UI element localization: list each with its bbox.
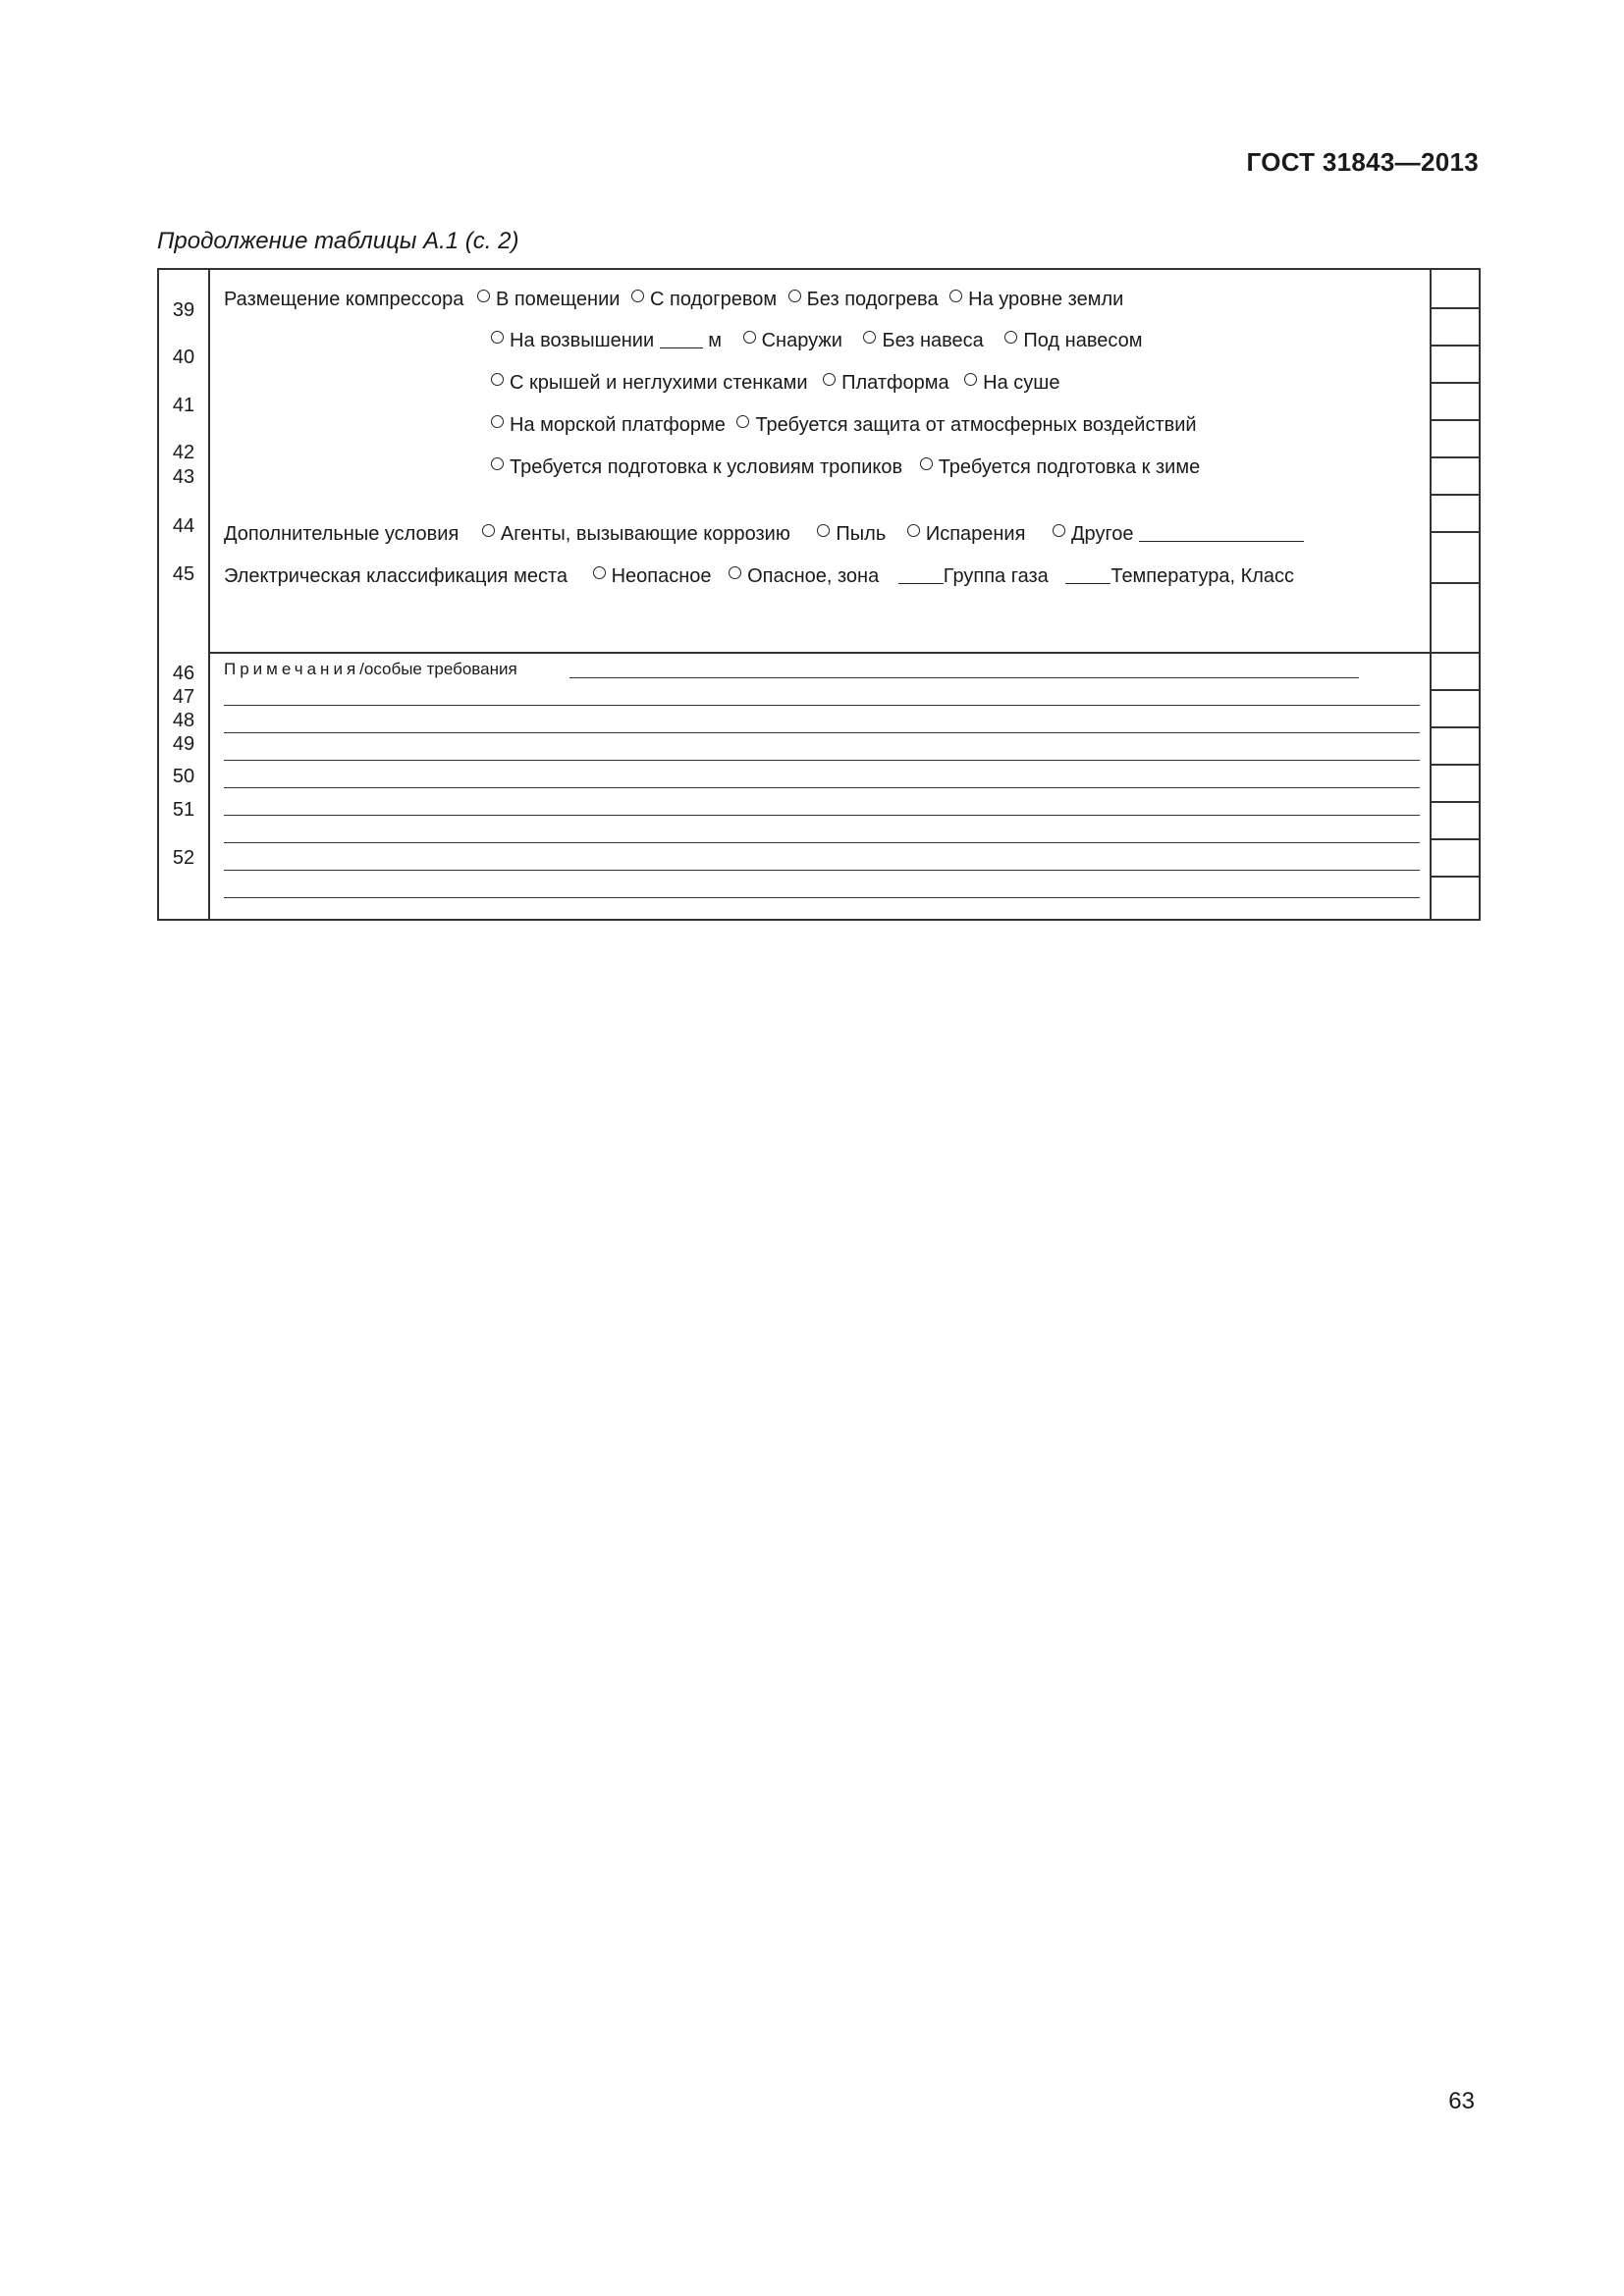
radio-circle-icon[interactable] xyxy=(1053,524,1065,537)
row-number: 39 xyxy=(172,299,195,321)
radio-circle-icon[interactable] xyxy=(964,373,977,386)
additional-conditions-label: Дополнительные условия xyxy=(224,523,460,545)
row-number: 43 xyxy=(172,466,195,488)
section-divider xyxy=(208,652,1479,654)
notes-line[interactable] xyxy=(224,787,1420,788)
option-under-canopy[interactable]: Под навесом xyxy=(1004,331,1142,350)
gas-group-label: Группа газа xyxy=(943,565,1049,587)
radio-circle-icon[interactable] xyxy=(1004,331,1017,344)
check-column xyxy=(1432,270,1479,919)
option-ground-level[interactable]: На уровне земли xyxy=(949,290,1123,309)
electrical-classification-row xyxy=(224,566,1294,586)
radio-circle-icon[interactable] xyxy=(863,331,876,344)
row-number: 51 xyxy=(172,799,195,821)
row-number: 47 xyxy=(172,686,195,708)
option-non-hazardous[interactable]: Неопасное xyxy=(593,566,712,586)
notes-line[interactable] xyxy=(224,760,1420,761)
option-vapors[interactable]: Испарения xyxy=(907,524,1026,544)
elevation-input-blank[interactable] xyxy=(660,347,703,348)
table-caption: Продолжение таблицы А.1 (с. 2) xyxy=(157,228,519,254)
radio-circle-icon[interactable] xyxy=(788,290,801,302)
option-platform[interactable]: Платформа xyxy=(823,373,948,393)
placement-row-1 xyxy=(224,290,1129,309)
option-corrosive-agents[interactable]: Агенты, вызывающие коррозию xyxy=(482,524,790,544)
row-number: 46 xyxy=(172,663,195,684)
option-offshore-platform[interactable]: На морской платформе xyxy=(491,415,726,435)
option-heated[interactable]: С подогревом xyxy=(631,290,777,309)
radio-circle-icon[interactable] xyxy=(920,457,933,470)
option-tropical-prep[interactable]: Требуется подготовка к условиям тропиков xyxy=(491,457,902,477)
option-dust[interactable]: Пыль xyxy=(817,524,886,544)
option-outdoor[interactable]: Снаружи xyxy=(743,331,842,350)
placement-row-4 xyxy=(491,415,1203,435)
placement-label: Размещение компрессора xyxy=(224,289,464,310)
radio-circle-icon[interactable] xyxy=(949,290,962,302)
notes-line[interactable] xyxy=(224,897,1420,898)
notes-line[interactable] xyxy=(224,870,1420,871)
radio-circle-icon[interactable] xyxy=(593,566,606,579)
row-number: 50 xyxy=(172,766,195,787)
number-column-divider xyxy=(208,270,210,919)
radio-circle-icon[interactable] xyxy=(491,457,504,470)
radio-circle-icon[interactable] xyxy=(907,524,920,537)
row-number: 48 xyxy=(172,710,195,731)
option-roof-open-walls[interactable]: С крышей и неглухими стенками xyxy=(491,373,808,393)
gas-group-input-blank[interactable] xyxy=(1065,583,1110,584)
row-number: 42 xyxy=(172,442,195,463)
document-standard-header: ГОСТ 31843—2013 xyxy=(1246,147,1479,177)
row-number: 44 xyxy=(172,515,195,537)
row-number: 52 xyxy=(172,847,195,869)
radio-circle-icon[interactable] xyxy=(491,331,504,344)
radio-circle-icon[interactable] xyxy=(491,415,504,428)
notes-line[interactable] xyxy=(224,732,1420,733)
radio-circle-icon[interactable] xyxy=(736,415,749,428)
radio-circle-icon[interactable] xyxy=(823,373,836,386)
notes-heading: Примечания/особые требования xyxy=(224,660,517,678)
notes-first-line[interactable] xyxy=(569,677,1359,678)
option-indoor[interactable]: В помещении xyxy=(477,290,620,309)
option-winter-prep[interactable]: Требуется подготовка к зиме xyxy=(920,457,1200,477)
radio-circle-icon[interactable] xyxy=(482,524,495,537)
option-elevated[interactable]: На возвышении м xyxy=(491,331,722,350)
option-no-canopy[interactable]: Без навеса xyxy=(863,331,983,350)
additional-conditions-row xyxy=(224,524,1310,544)
option-weather-protection[interactable]: Требуется защита от атмосферных воздействий xyxy=(736,415,1196,435)
notes-line[interactable] xyxy=(224,842,1420,843)
placement-row-3 xyxy=(491,373,1065,393)
notes-line[interactable] xyxy=(224,815,1420,816)
radio-circle-icon[interactable] xyxy=(729,566,741,579)
radio-circle-icon[interactable] xyxy=(477,290,490,302)
option-unheated[interactable]: Без подогрева xyxy=(788,290,939,309)
row-number: 45 xyxy=(172,563,195,585)
form-table xyxy=(157,268,1481,921)
notes-line[interactable] xyxy=(224,705,1420,706)
option-other[interactable]: Другое xyxy=(1053,524,1304,544)
radio-circle-icon[interactable] xyxy=(817,524,830,537)
row-number: 41 xyxy=(172,395,195,416)
radio-circle-icon[interactable] xyxy=(743,331,756,344)
zone-input-blank[interactable] xyxy=(898,583,944,584)
placement-row-2 xyxy=(491,331,1148,350)
row-number: 49 xyxy=(172,733,195,755)
placement-row-5 xyxy=(491,457,1206,477)
option-onshore[interactable]: На суше xyxy=(964,373,1059,393)
electrical-classification-label: Электрическая классификация места xyxy=(224,565,568,587)
radio-circle-icon[interactable] xyxy=(491,373,504,386)
other-input-blank[interactable] xyxy=(1139,541,1304,542)
row-number: 40 xyxy=(172,347,195,368)
option-hazardous-zone[interactable]: Опасное, зона xyxy=(729,566,879,586)
radio-circle-icon[interactable] xyxy=(631,290,644,302)
page-number: 63 xyxy=(1448,2088,1475,2114)
temperature-class-label: Температура, Класс xyxy=(1110,565,1295,587)
